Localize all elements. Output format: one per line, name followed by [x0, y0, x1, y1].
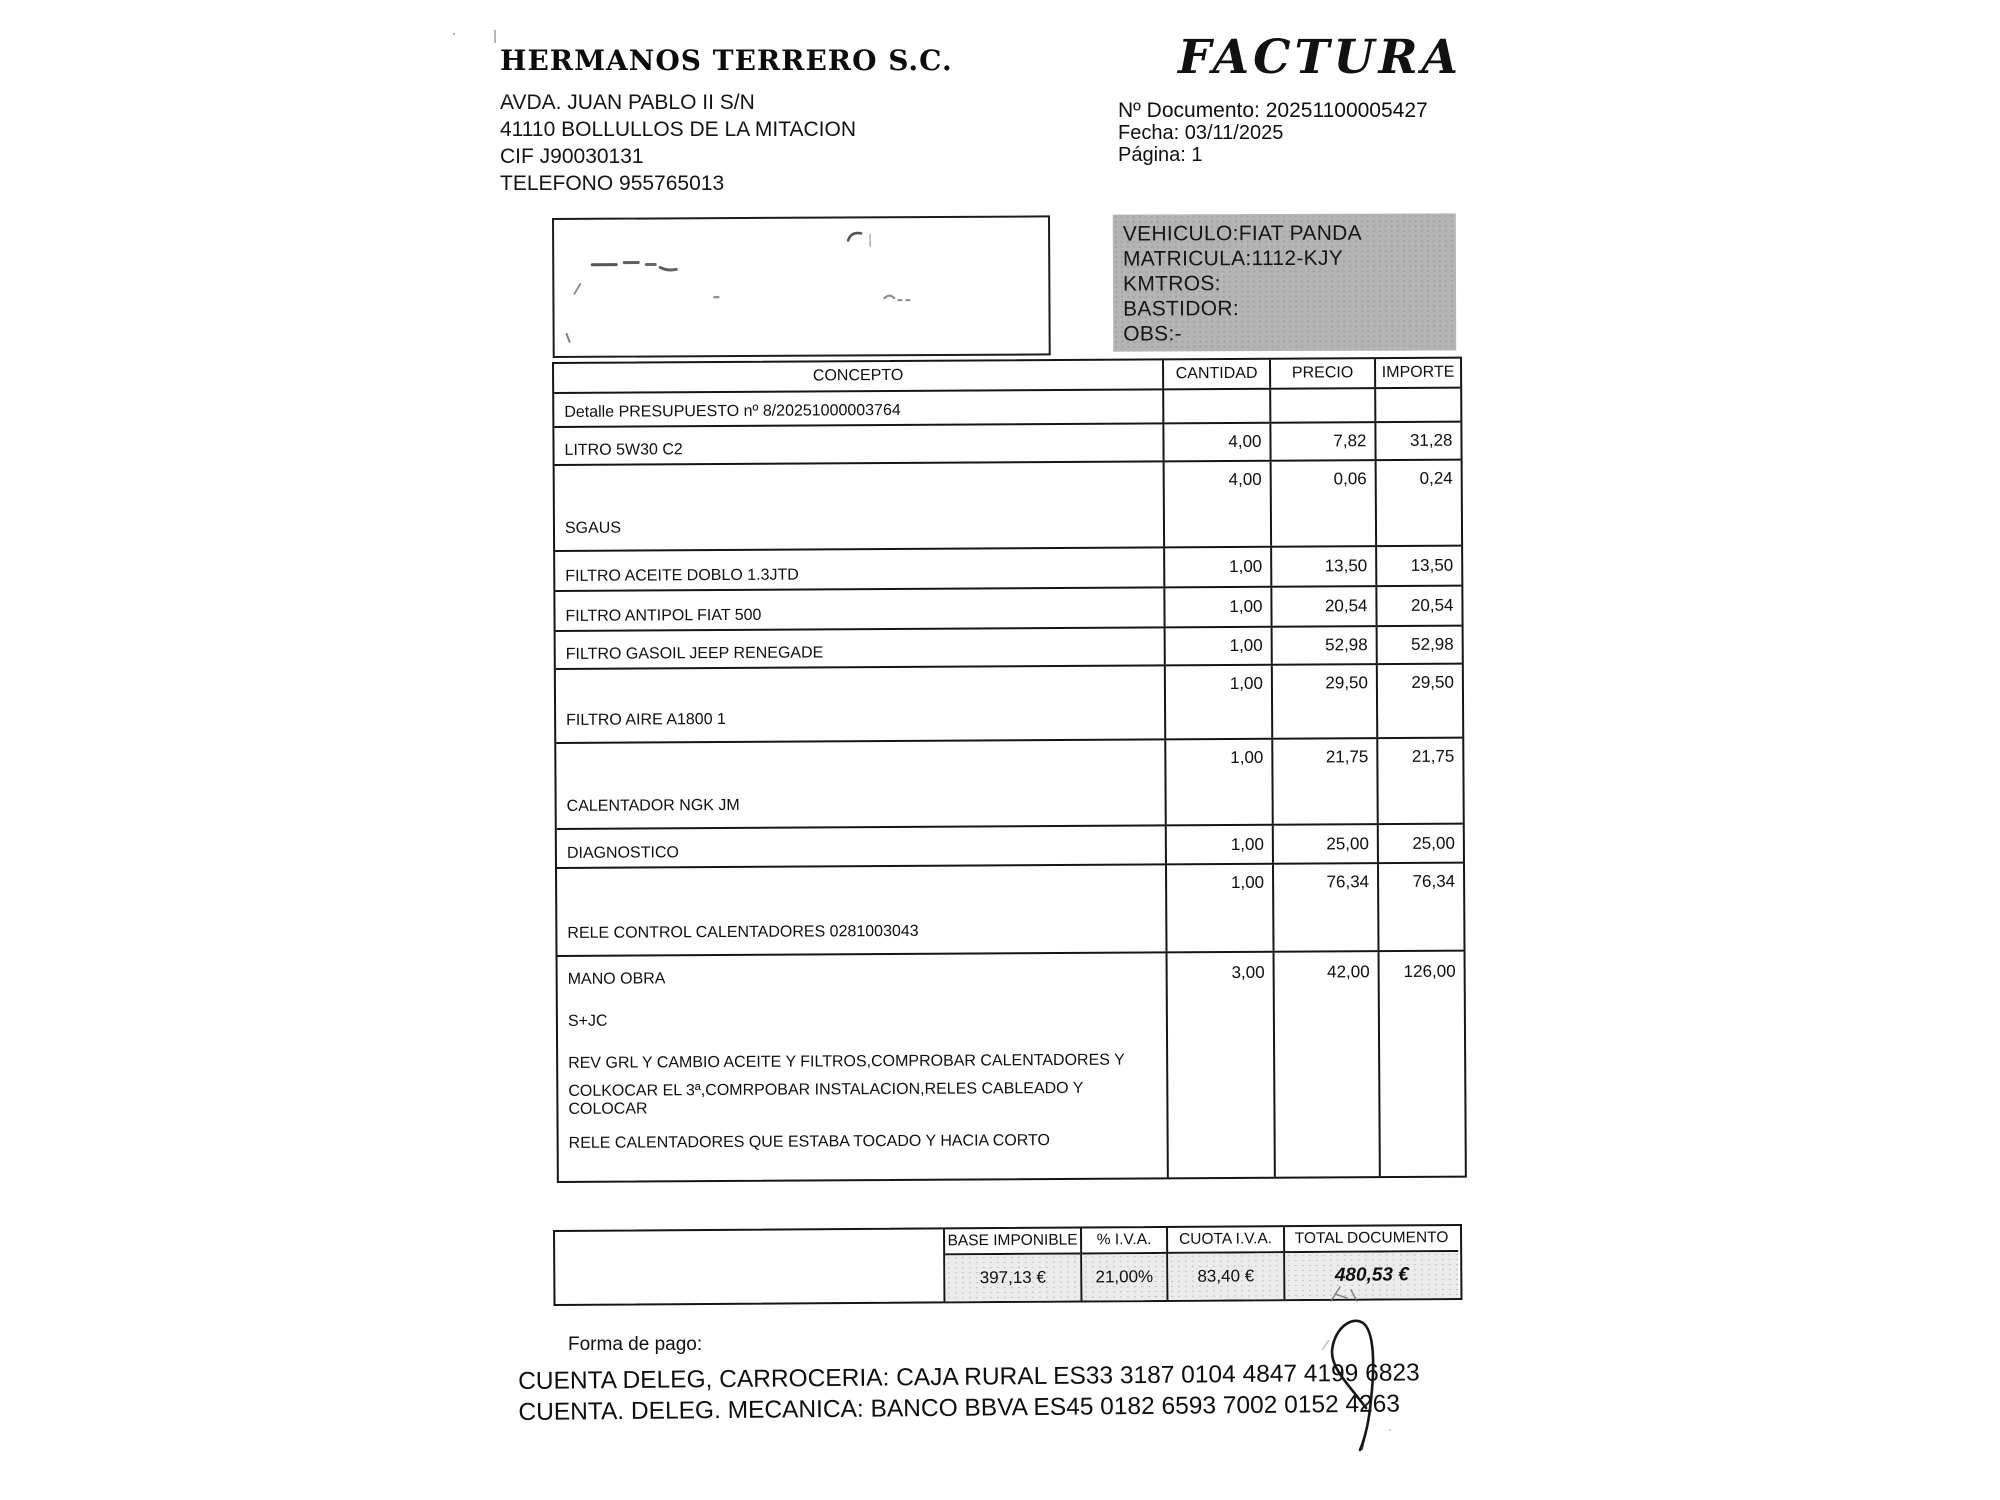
item-concept: MANO OBRA — [567, 970, 666, 988]
vehicle-line: VEHICULO:FIAT PANDA — [1122, 221, 1362, 246]
item-amount: 29,50 — [1376, 665, 1462, 738]
company-address — [500, 89, 953, 197]
scan-artifact — [448, 26, 508, 48]
item-price: 13,50 — [1270, 547, 1375, 586]
item-description-lines — [558, 1009, 1167, 1153]
bank-account-line: CUENTA. DELEG. MECANICA: BANCO BBVA ES45 0182 6593 7002 0152 4263 — [518, 1390, 1401, 1426]
bank-account-line: CUENTA DELEG, CARROCERIA: CAJA RURAL ES33 3187 0104 4847 4199 6823 — [518, 1359, 1420, 1395]
item-description-line: REV GRL Y CAMBIO ACEITE Y FILTROS,COMPROBAR CALENTADORES Y — [568, 1051, 1125, 1072]
table-row — [556, 665, 1462, 744]
totals-table — [553, 1224, 1462, 1306]
item-amount — [1374, 389, 1460, 422]
item-amount: 25,00 — [1377, 825, 1463, 863]
totals-value-base-imponible: 397,13 € — [945, 1255, 1080, 1302]
company-address-line: 41110 BOLLULLOS DE LA MITACION — [500, 118, 856, 141]
table-row — [554, 389, 1460, 428]
item-price: 42,00 — [1273, 952, 1379, 1177]
item-concept: FILTRO GASOIL JEEP RENEGADE — [565, 644, 824, 663]
item-quantity: 1,00 — [1163, 548, 1270, 587]
header-importe: IMPORTE — [1374, 359, 1460, 388]
totals-value-cuota-iva: 83,40 € — [1168, 1253, 1283, 1300]
company-address-line: AVDA. JUAN PABLO II S/N — [500, 91, 755, 114]
item-amount: 52,98 — [1376, 627, 1462, 664]
item-amount: 126,00 — [1378, 952, 1465, 1177]
totals-value-iva-percent: 21,00% — [1082, 1254, 1166, 1301]
item-amount: 13,50 — [1375, 547, 1461, 586]
item-concept: Detalle PRESUPUESTO nº 8/20251000003764 — [564, 401, 901, 421]
item-amount: 20,54 — [1375, 587, 1461, 626]
item-concept: FILTRO ANTIPOL FIAT 500 — [565, 606, 762, 625]
handwritten-check-mark — [1328, 1284, 1364, 1306]
item-quantity: 3,00 — [1166, 953, 1274, 1178]
company-address-line: TELEFONO 955765013 — [500, 172, 725, 195]
totals-value-total-documento: 480,53 € — [1285, 1252, 1458, 1299]
vehicle-info-box — [1113, 213, 1456, 351]
item-quantity: 1,00 — [1165, 826, 1272, 864]
table-row — [555, 461, 1461, 552]
item-quantity: 4,00 — [1162, 424, 1269, 461]
table-row — [558, 952, 1465, 1181]
item-concept: FILTRO ACEITE DOBLO 1.3JTD — [565, 566, 799, 585]
totals-header-iva-percent: % I.V.A. — [1082, 1228, 1166, 1255]
invoice-meta — [1118, 100, 1428, 166]
totals-empty-cell — [555, 1229, 945, 1304]
payment-method-label: Forma de pago: — [568, 1334, 703, 1355]
item-concept: FILTRO AIRE A1800 1 — [566, 710, 726, 729]
item-price: 21,75 — [1271, 739, 1376, 824]
table-row — [557, 864, 1464, 957]
item-amount: 21,75 — [1376, 739, 1462, 824]
item-price: 7,82 — [1269, 423, 1374, 460]
item-amount: 76,34 — [1377, 864, 1464, 951]
item-price: 20,54 — [1270, 587, 1375, 626]
totals-header-total-documento: TOTAL DOCUMENTO — [1285, 1226, 1458, 1253]
item-concept: SGAUS — [564, 519, 622, 537]
item-description-line: RELE CALENTADORES QUE ESTABA TOCADO Y HACIA CORTO — [568, 1132, 1051, 1152]
vehicle-line: BASTIDOR: — [1123, 297, 1240, 321]
customer-box-redacted — [552, 215, 1051, 358]
document-date: Fecha: 03/11/2025 — [1118, 122, 1284, 144]
vehicle-line: OBS:- — [1123, 322, 1182, 346]
header-precio: PRECIO — [1269, 359, 1374, 388]
table-row — [554, 423, 1460, 466]
vehicle-line: MATRICULA:1112-KJY — [1122, 246, 1344, 271]
company-name: HERMANOS TERRERO S.C. — [500, 44, 953, 77]
item-price: 0,06 — [1270, 461, 1375, 546]
totals-header-cuota-iva: CUOTA I.V.A. — [1168, 1227, 1283, 1254]
item-price: 29,50 — [1271, 665, 1376, 738]
item-price: 76,34 — [1272, 864, 1378, 951]
item-price: 25,00 — [1272, 825, 1377, 863]
company-address-line: CIF J90030131 — [500, 145, 644, 168]
table-row — [556, 627, 1462, 670]
totals-header-base-imponible: BASE IMPONIBLE — [945, 1229, 1080, 1256]
item-quantity: 1,00 — [1165, 865, 1273, 952]
item-quantity — [1162, 390, 1269, 423]
item-quantity: 1,00 — [1164, 628, 1271, 665]
header-cantidad: CANTIDAD — [1162, 360, 1269, 389]
item-concept: RELE CONTROL CALENTADORES 0281003043 — [567, 922, 919, 942]
items-table — [552, 357, 1467, 1183]
item-quantity: 4,00 — [1163, 462, 1270, 547]
item-quantity: 1,00 — [1163, 588, 1270, 627]
item-quantity: 1,00 — [1164, 666, 1271, 739]
item-price: 52,98 — [1271, 627, 1376, 664]
item-concept: CALENTADOR NGK JM — [566, 796, 740, 815]
item-concept: LITRO 5W30 C2 — [564, 441, 683, 459]
item-amount: 31,28 — [1374, 423, 1460, 460]
items-table-body — [554, 389, 1465, 1181]
item-description-line: COLKOCAR EL 3ª,COMRPOBAR INSTALACION,RELES CABLEADO Y COLOCAR — [568, 1079, 1084, 1118]
document-page: Página: 1 — [1118, 144, 1203, 166]
bank-account-lines — [518, 1357, 1420, 1428]
company-block — [500, 44, 953, 197]
table-row — [555, 547, 1461, 592]
item-price — [1269, 389, 1374, 422]
document-number: Nº Documento: 20251100005427 — [1118, 99, 1428, 122]
table-row — [557, 825, 1463, 869]
item-quantity: 1,00 — [1164, 740, 1271, 825]
redaction-smudges — [554, 217, 1049, 356]
item-description-line: S+JC — [567, 1012, 608, 1030]
item-amount: 0,24 — [1375, 461, 1461, 546]
header-concepto: CONCEPTO — [812, 366, 904, 385]
signature-pen-mark — [1318, 1310, 1398, 1460]
item-concept: DIAGNOSTICO — [566, 844, 679, 862]
table-row — [555, 587, 1461, 632]
table-row — [556, 739, 1462, 830]
invoice-title: FACTURA — [1178, 30, 1462, 85]
vehicle-line: KMTROS: — [1122, 272, 1221, 296]
